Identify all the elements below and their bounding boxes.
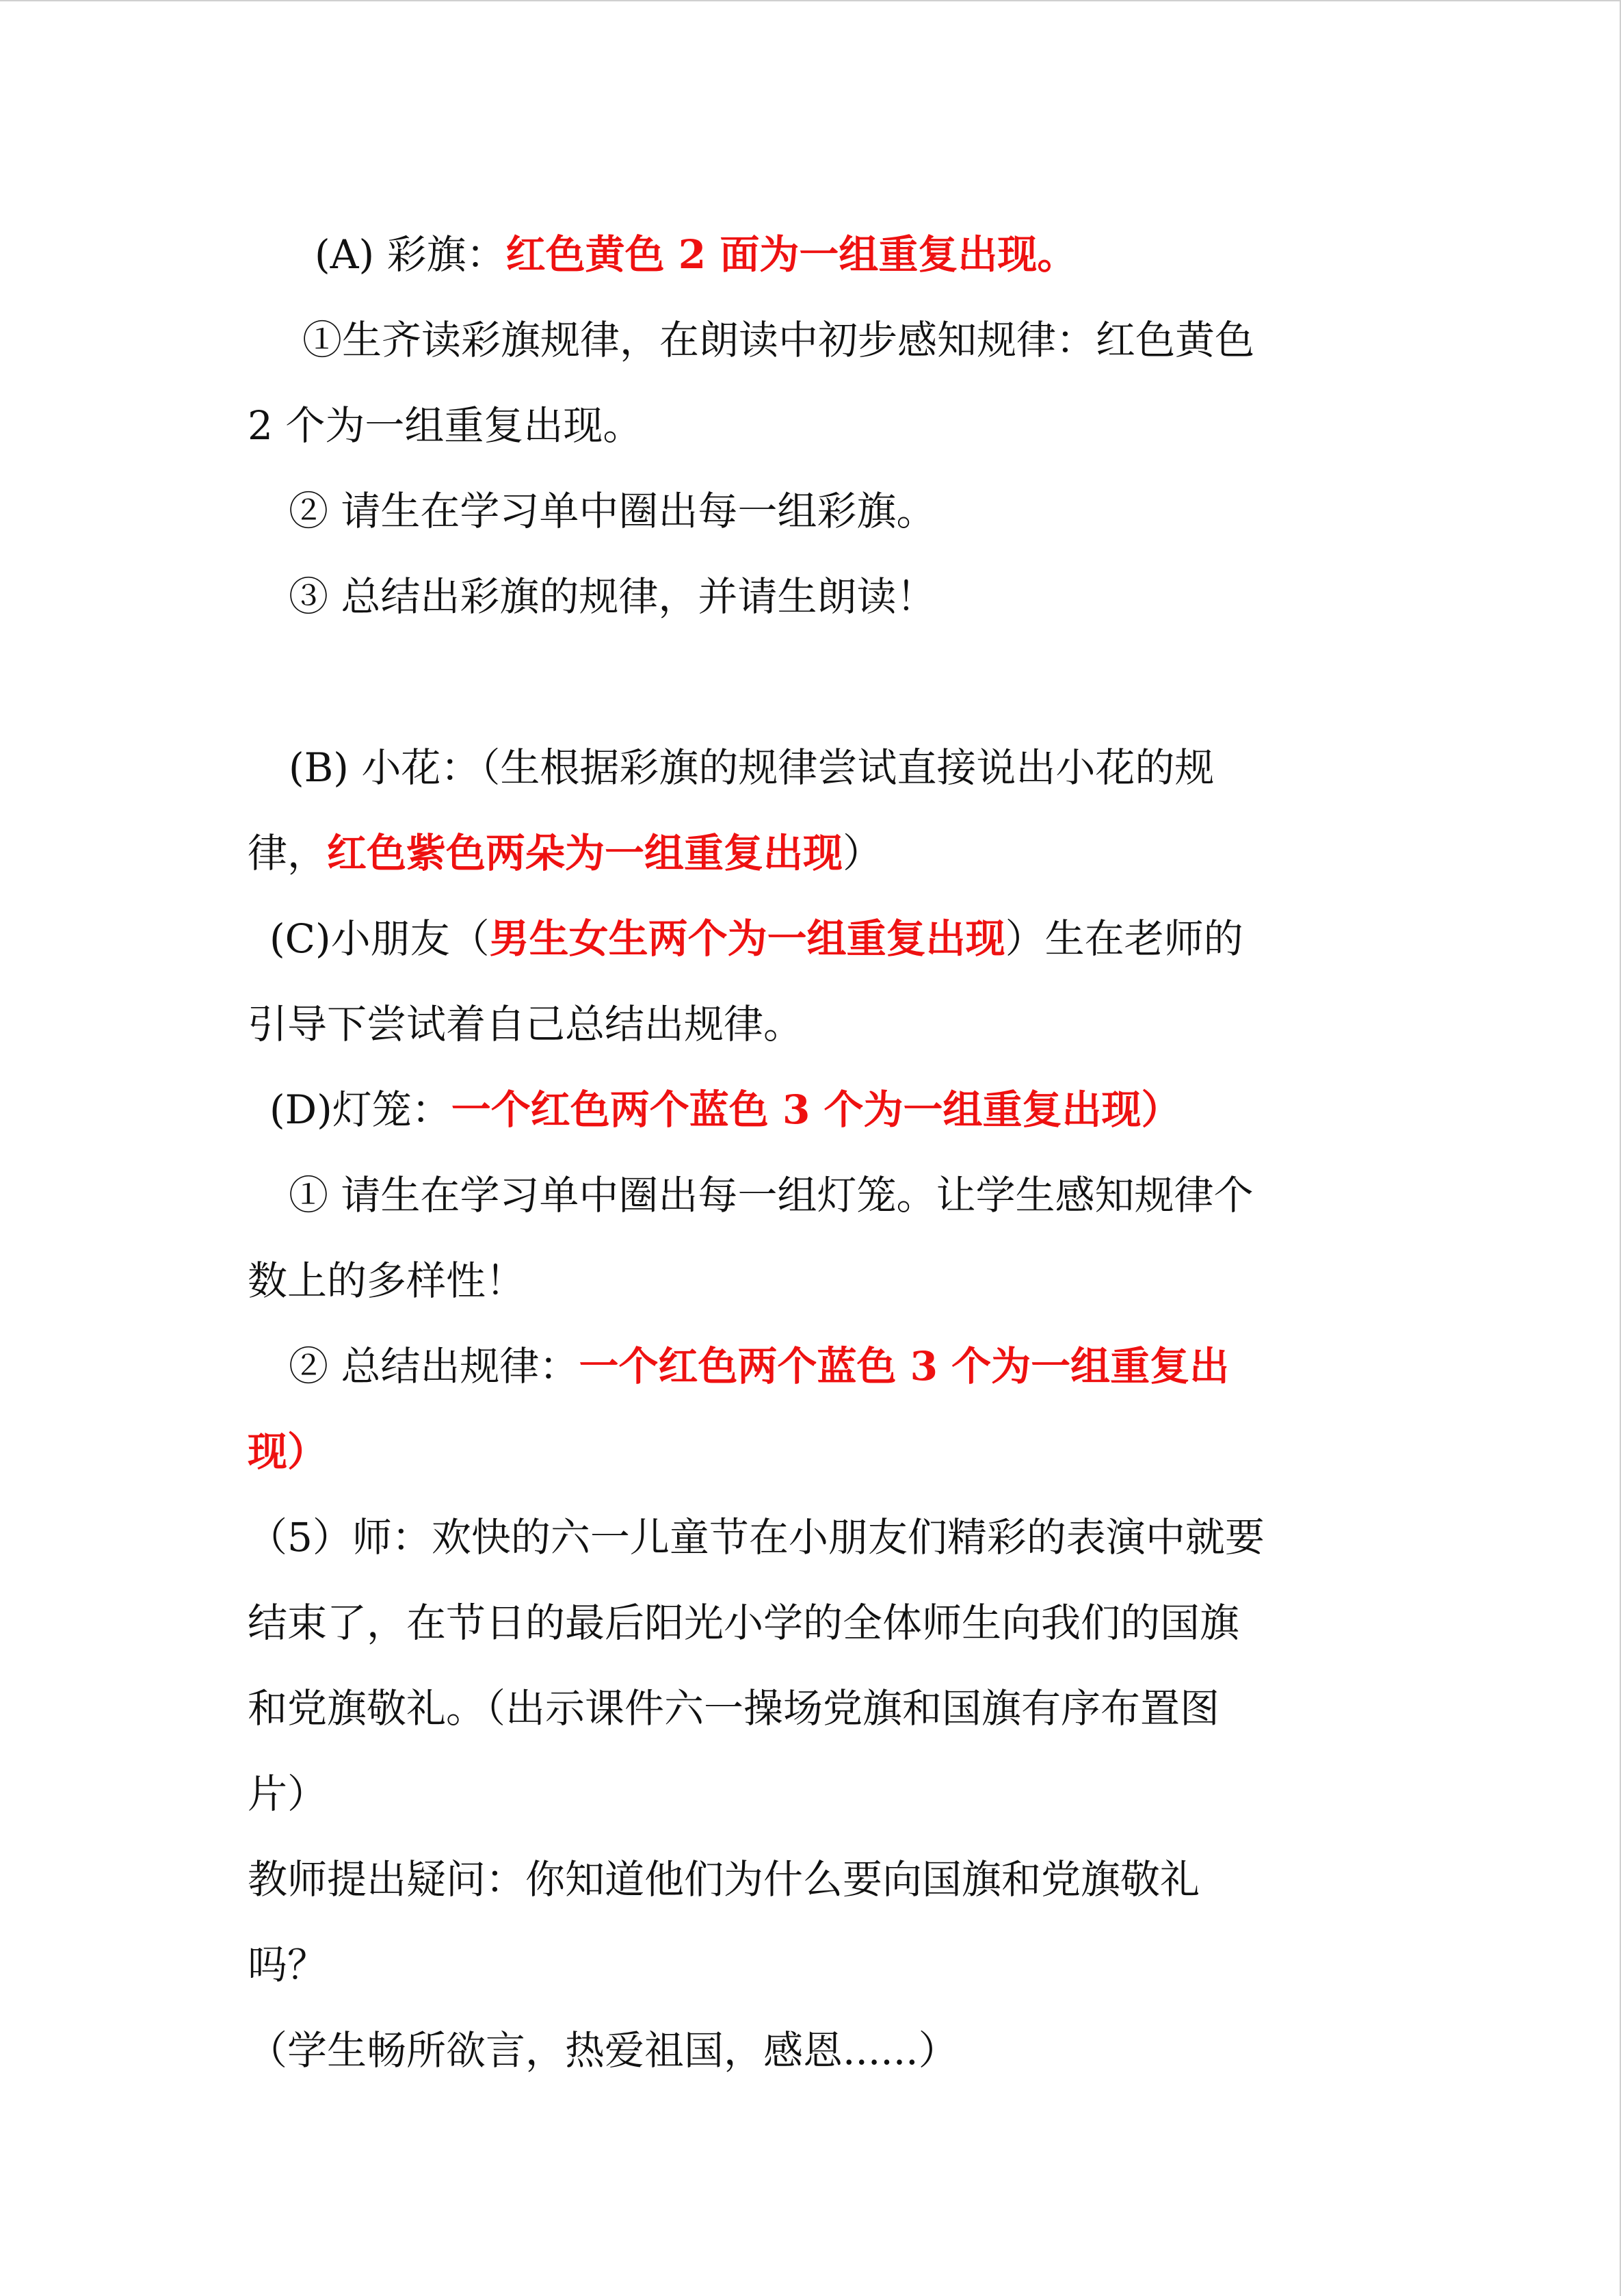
item-d1-text1: ① 请生在学习单中圈出每一组灯笼。让学生感知规律个 — [289, 1172, 1254, 1218]
item-b-line1 — [248, 725, 1383, 811]
blank-line — [248, 640, 1383, 725]
item-a-label: (A) 彩旗： — [315, 231, 506, 278]
item-c-line2 — [248, 982, 1383, 1067]
item-c-suffix: ）生在老师的 — [1005, 915, 1243, 962]
item-d2-highlight2: 现） — [248, 1429, 328, 1475]
para-5-line4 — [248, 1751, 1383, 1837]
item-a3-line — [248, 554, 1383, 640]
item-d2-highlight1: 一个红色两个蓝色 3 个为一组重复出 — [579, 1343, 1230, 1390]
item-c-highlight: 男生女生两个为一组重复出现 — [489, 915, 1005, 962]
question-line1 — [248, 1837, 1383, 1922]
item-a3-text: ③ 总结出彩旗的规律，并请生朗读！ — [289, 573, 936, 620]
item-d1-text2: 数上的多样性！ — [248, 1257, 526, 1304]
document-body — [248, 212, 1383, 2093]
item-a1-text1: ①生齐读彩旗规律，在朗读中初步感知规律：红色黄色 — [302, 317, 1255, 363]
question-text1: 教师提出疑问：你知道他们为什么要向国旗和党旗敬礼 — [248, 1856, 1200, 1903]
answer-line — [248, 2008, 1383, 2093]
para-5-text4: 片） — [248, 1771, 328, 1817]
item-a1-line1 — [248, 298, 1383, 383]
item-a2-line — [248, 469, 1383, 554]
item-a1-text2: 2 个为一组重复出现。 — [248, 402, 643, 449]
item-c-text2: 引导下尝试着自己总结出规律。 — [248, 1001, 804, 1047]
item-a-highlight: 红色黄色 2 面为一组重复出现。 — [505, 231, 1077, 278]
item-b-line2 — [248, 811, 1383, 896]
item-b-highlight: 红色紫色两朵为一组重复出现 — [327, 830, 843, 876]
item-c-prefix: (C)小朋友（ — [269, 915, 490, 962]
item-b-prefix: 律， — [248, 830, 328, 876]
answer-text: （学生畅所欲言，热爱祖国，感恩......） — [248, 2027, 958, 2074]
question-text2: 吗？ — [248, 1942, 328, 1988]
item-d-label: (D)灯笼： — [269, 1086, 451, 1133]
item-a1-line2 — [248, 383, 1383, 469]
para-5-text1: （5）师：欢快的六一儿童节在小朋友们精彩的表演中就要 — [248, 1514, 1265, 1561]
para-5-line1 — [248, 1495, 1383, 1580]
item-c-line1 — [248, 896, 1383, 982]
para-5-line2 — [248, 1580, 1383, 1666]
item-d2-line2 — [248, 1409, 1383, 1495]
item-d2-label: ② 总结出规律： — [289, 1343, 579, 1390]
item-d-line — [248, 1067, 1383, 1153]
item-a-line — [248, 212, 1383, 298]
item-d-highlight: 一个红色两个蓝色 3 个为一组重复出现） — [451, 1086, 1181, 1133]
para-5-line3 — [248, 1666, 1383, 1751]
item-d1-line1 — [248, 1153, 1383, 1238]
item-b-text1: (B) 小花：（生根据彩旗的规律尝试直接说出小花的规 — [289, 744, 1215, 791]
item-a2-text: ② 请生在学习单中圈出每一组彩旗。 — [289, 488, 936, 534]
item-d1-line2 — [248, 1238, 1383, 1324]
item-b-suffix: ） — [843, 830, 883, 876]
para-5-text3: 和党旗敬礼。（出示课件六一操场党旗和国旗有序布置图 — [248, 1685, 1220, 1732]
item-d2-line1 — [248, 1324, 1383, 1409]
para-5-text2: 结束了，在节日的最后阳光小学的全体师生向我们的国旗 — [248, 1600, 1240, 1646]
question-line2 — [248, 1922, 1383, 2008]
